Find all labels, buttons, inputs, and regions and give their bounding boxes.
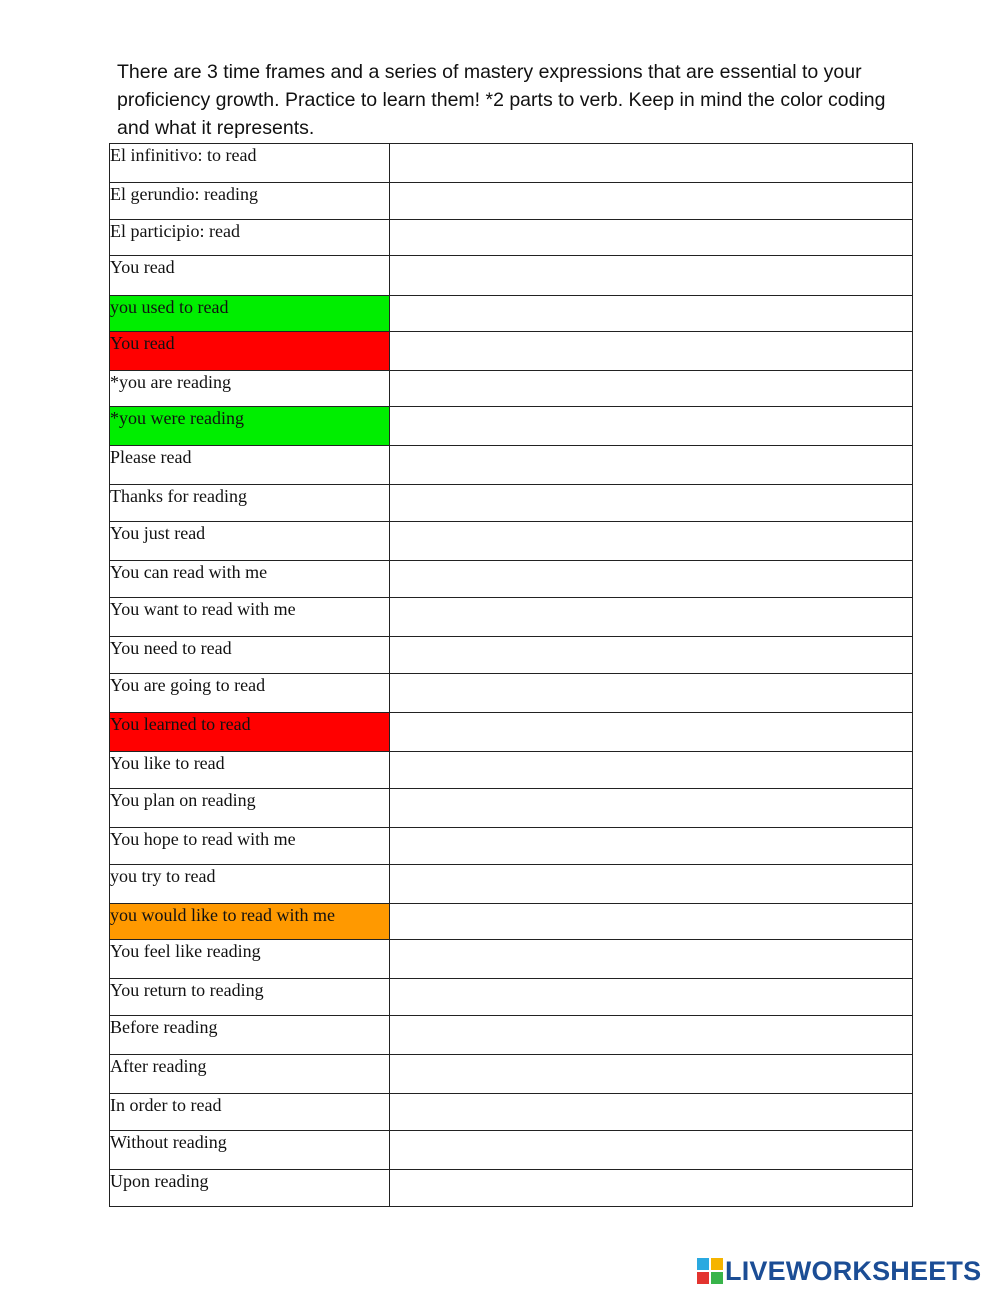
answer-cell [390, 485, 913, 522]
table-row [110, 713, 913, 752]
answer-cell [390, 940, 913, 979]
answer-input[interactable] [390, 1016, 912, 1037]
answer-input[interactable] [390, 713, 912, 734]
answer-cell [390, 332, 913, 371]
answer-cell [390, 407, 913, 446]
table-row [110, 598, 913, 637]
table-row [110, 522, 913, 561]
liveworksheets-logo-text: LIVEWORKSHEETS [725, 1256, 982, 1286]
table-row [110, 637, 913, 674]
answer-input[interactable] [390, 561, 912, 582]
table-row [110, 752, 913, 789]
table-row [110, 220, 913, 256]
answer-input[interactable] [390, 407, 912, 428]
table-row [110, 144, 913, 183]
table-row [110, 904, 913, 940]
table-row [110, 296, 913, 332]
answer-input[interactable] [390, 296, 912, 317]
answer-input[interactable] [390, 1094, 912, 1115]
table-row [110, 561, 913, 598]
answer-cell [390, 144, 913, 183]
answer-input[interactable] [390, 637, 912, 658]
answer-input[interactable] [390, 485, 912, 506]
answer-cell [390, 789, 913, 828]
answer-cell [390, 296, 913, 332]
liveworksheets-logo-icon [697, 1258, 723, 1284]
table-row [110, 371, 913, 407]
table-row [110, 828, 913, 865]
table-row [110, 407, 913, 446]
prompt-cell: You are going to read [110, 674, 390, 713]
prompt-cell: you used to read [110, 296, 390, 332]
table-row [110, 940, 913, 979]
answer-cell [390, 904, 913, 940]
table-row [110, 1055, 913, 1094]
table-row [110, 446, 913, 485]
table-row [110, 485, 913, 522]
prompt-cell: You read [110, 256, 390, 296]
answer-input[interactable] [390, 332, 912, 353]
answer-input[interactable] [390, 828, 912, 849]
answer-input[interactable] [390, 220, 912, 241]
table-row [110, 789, 913, 828]
prompt-cell: Before reading [110, 1016, 390, 1055]
worksheet-table [109, 143, 913, 1207]
prompt-cell: You read [110, 332, 390, 371]
answer-input[interactable] [390, 183, 912, 204]
answer-cell [390, 1094, 913, 1131]
prompt-cell: You feel like reading [110, 940, 390, 979]
prompt-cell: Please read [110, 446, 390, 485]
prompt-cell: you would like to read with me [110, 904, 390, 940]
table-row [110, 979, 913, 1016]
answer-cell [390, 713, 913, 752]
answer-cell [390, 1016, 913, 1055]
answer-input[interactable] [390, 865, 912, 886]
table-row [110, 1131, 913, 1170]
instructions-text: There are 3 time frames and a series of mastery expressions that are essential to your proficiency growth. Practice to learn them! *2 parts to verb. Keep in mind the color coding and what it represents. [117, 61, 886, 139]
prompt-cell: You return to reading [110, 979, 390, 1016]
answer-cell [390, 1131, 913, 1170]
prompt-cell: You can read with me [110, 561, 390, 598]
table-row [110, 256, 913, 296]
answer-cell [390, 598, 913, 637]
liveworksheets-logo [697, 1256, 981, 1286]
answer-input[interactable] [390, 522, 912, 543]
answer-input[interactable] [390, 371, 912, 392]
answer-cell [390, 446, 913, 485]
prompt-cell: You like to read [110, 752, 390, 789]
answer-input[interactable] [390, 940, 912, 961]
prompt-cell: Thanks for reading [110, 485, 390, 522]
answer-cell [390, 371, 913, 407]
prompt-cell: You plan on reading [110, 789, 390, 828]
answer-input[interactable] [390, 446, 912, 467]
prompt-cell: *you were reading [110, 407, 390, 446]
answer-input[interactable] [390, 256, 912, 277]
answer-input[interactable] [390, 789, 912, 810]
answer-cell [390, 522, 913, 561]
answer-cell [390, 752, 913, 789]
answer-input[interactable] [390, 1131, 912, 1152]
prompt-cell: You need to read [110, 637, 390, 674]
prompt-cell: Upon reading [110, 1170, 390, 1207]
answer-cell [390, 220, 913, 256]
prompt-cell: You want to read with me [110, 598, 390, 637]
answer-cell [390, 637, 913, 674]
answer-cell [390, 256, 913, 296]
answer-input[interactable] [390, 1170, 912, 1191]
table-row [110, 865, 913, 904]
table-row [110, 183, 913, 220]
answer-cell [390, 1170, 913, 1207]
answer-cell [390, 1055, 913, 1094]
table-row [110, 1170, 913, 1207]
answer-cell [390, 828, 913, 865]
prompt-cell: you try to read [110, 865, 390, 904]
answer-input[interactable] [390, 979, 912, 1000]
prompt-cell: El gerundio: reading [110, 183, 390, 220]
prompt-cell: After reading [110, 1055, 390, 1094]
answer-input[interactable] [390, 674, 912, 695]
answer-input[interactable] [390, 752, 912, 773]
prompt-cell: *you are reading [110, 371, 390, 407]
answer-cell [390, 979, 913, 1016]
answer-cell [390, 561, 913, 598]
answer-input[interactable] [390, 1055, 912, 1076]
answer-cell [390, 674, 913, 713]
answer-input[interactable] [390, 144, 912, 165]
prompt-cell: In order to read [110, 1094, 390, 1131]
table-row [110, 674, 913, 713]
prompt-cell: El infinitivo: to read [110, 144, 390, 183]
answer-cell [390, 183, 913, 220]
answer-input[interactable] [390, 598, 912, 619]
table-row [110, 1094, 913, 1131]
prompt-cell: El participio: read [110, 220, 390, 256]
prompt-cell: Without reading [110, 1131, 390, 1170]
answer-cell [390, 865, 913, 904]
prompt-cell: You hope to read with me [110, 828, 390, 865]
prompt-cell: You just read [110, 522, 390, 561]
answer-input[interactable] [390, 904, 912, 925]
table-row [110, 1016, 913, 1055]
table-row [110, 332, 913, 371]
prompt-cell: You learned to read [110, 713, 390, 752]
